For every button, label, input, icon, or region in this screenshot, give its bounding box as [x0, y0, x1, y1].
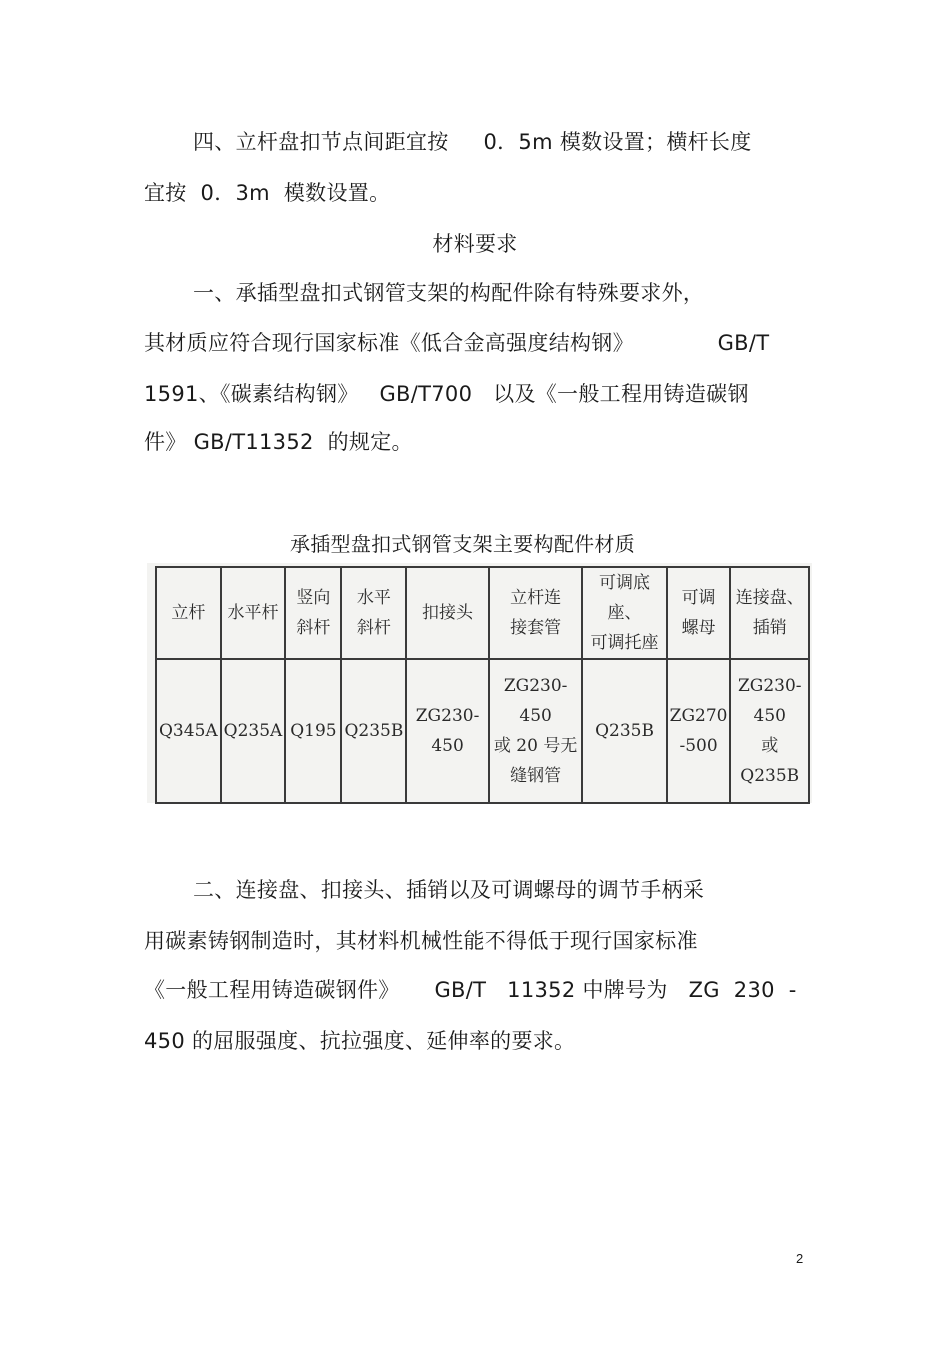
table-cell: Q345A [156, 659, 221, 803]
table-cell: ZG230-450 [406, 659, 488, 803]
header-cell: 立杆 [156, 567, 221, 659]
header-cell: 水平 斜杆 [341, 567, 406, 659]
paragraph-1-line-2: 其材质应符合现行国家标准《低合金高强度结构钢》 GB/T [144, 331, 770, 355]
table-row [156, 659, 809, 803]
header-cell: 可调底座、 可调托座 [582, 567, 666, 659]
paragraph-2-line-1: 二、连接盘、扣接头、插销以及可调螺母的调节手柄采 [193, 878, 705, 902]
header-cell: 水平杆 [221, 567, 286, 659]
header-cell: 立杆连 接套管 [489, 567, 583, 659]
table-header-row [156, 567, 809, 659]
header-cell: 扣接头 [406, 567, 488, 659]
paragraph-2-line-2: 用碳素铸钢制造时，其材料机械性能不得低于现行国家标准 [144, 929, 698, 953]
paragraph-4-line-1: 四、立杆盘扣节点间距宜按 0．5m 模数设置；横杆长度 [193, 130, 752, 154]
paragraph-2-line-4: 450 的屈服强度、抗拉强度、延伸率的要求。 [144, 1029, 576, 1053]
header-cell: 连接盘、 插销 [730, 567, 809, 659]
header-cell: 可调 螺母 [667, 567, 731, 659]
paragraph-1-line-3: 1591、《碳素结构钢》 GB/T700 以及《一般工程用铸造碳钢 [144, 382, 749, 406]
table-cell: ZG230-450 或 Q235B [730, 659, 809, 803]
table-cell: ZG270 -500 [667, 659, 731, 803]
table-cell: Q235B [341, 659, 406, 803]
table-cell: Q235A [221, 659, 286, 803]
paragraph-2-line-3: 《一般工程用铸造碳钢件》 GB/T 11352 中牌号为 ZG 230 - [144, 978, 797, 1002]
header-cell: 竖向 斜杆 [285, 567, 341, 659]
paragraph-1-line-4: 件》 GB/T11352 的规定。 [144, 430, 413, 454]
table-cell: ZG230-450 或 20 号无 缝钢管 [489, 659, 583, 803]
table-cell: Q235B [582, 659, 666, 803]
paragraph-4-line-2: 宜按 0．3m 模数设置。 [144, 181, 391, 205]
page-number: 2 [796, 1251, 804, 1266]
paragraph-1-line-1: 一、承插型盘扣式钢管支架的构配件除有特殊要求外， [193, 281, 705, 305]
table-caption: 承插型盘扣式钢管支架主要构配件材质 [289, 532, 636, 556]
material-table [155, 566, 810, 804]
section-title: 材料要求 [432, 232, 518, 256]
table-cell: Q195 [285, 659, 341, 803]
material-table-image [147, 563, 812, 803]
